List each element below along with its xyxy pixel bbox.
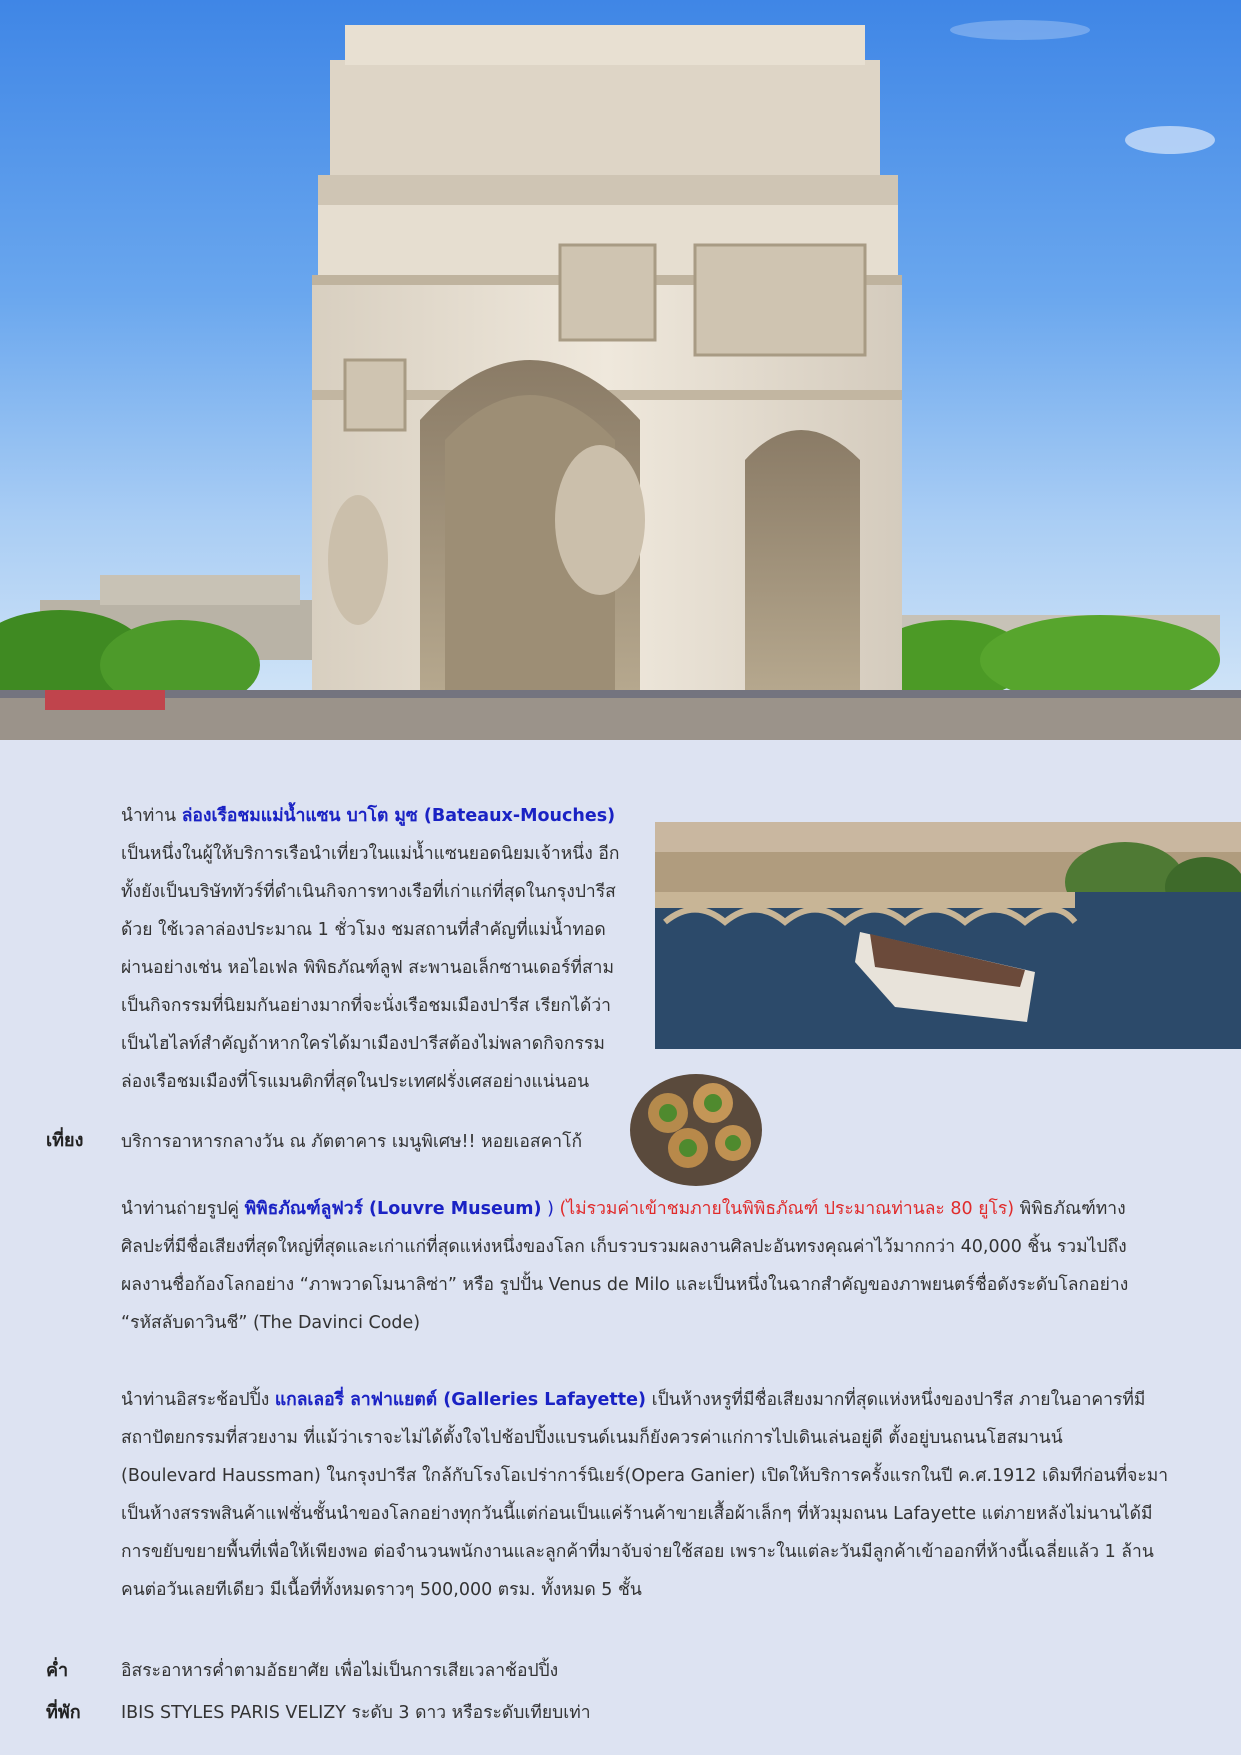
- lunch-label: เที่ยง: [46, 1130, 84, 1151]
- cruise-paragraph: [121, 797, 641, 1101]
- lafayette-intro: นำท่านอิสระช้อปปิ้ง: [121, 1390, 275, 1410]
- escargot-photo: [628, 1068, 764, 1188]
- lafayette-line: การขยับขยายพื้นที่เพื่อให้เพียงพอ ต่อจำนวนพนักงานและลูกค้าที่มาจับจ่ายใช้สอย เพราะในแต่ละวันมีลูกค้าเข้าออกที่ห้างนี้เฉลี่ยแล้ว 1 ล้าน: [121, 1542, 1154, 1562]
- louvre-highlight: พิพิธภัณฑ์ลูฟวร์ (Louvre Museum): [244, 1199, 542, 1219]
- cruise-line: เป็นไฮไลท์สำคัญถ้าหากใครได้มาเมืองปารีสต้องไม่พลาดกิจกรรม: [121, 1034, 605, 1054]
- lafayette-line: เป็นห้างสรรพสินค้าแฟชั่นชั้นนำของโลกอย่างทุกวันนี้แต่ก่อนเป็นแค่ร้านค้าขายเสื้อผ้าเล็กๆ ที่หัวมุมถนน Lafayette แต่ภายหลังไม่นานได้มี: [121, 1504, 1153, 1524]
- hotel-text: IBIS STYLES PARIS VELIZY ระดับ 3 ดาว หรือระดับเทียบเท่า: [121, 1703, 591, 1723]
- louvre-line: “รหัสลับดาวินชี” (The Davinci Code): [121, 1313, 421, 1333]
- arc-de-triomphe-illustration: [0, 0, 1241, 740]
- cruise-line: ด้วย ใช้เวลาล่องประมาณ 1 ชั่วโมง ชมสถานที่สำคัญที่แม่น้ำทอด: [121, 920, 606, 940]
- louvre-line: ศิลปะที่มีชื่อเสียงที่สุดใหญ่ที่สุดและเก่าแก่ที่สุดแห่งหนึ่งของโลก เก็บรวบรวมผลงานศิลปะอันทรงคุณค่าไว้มากกว่า 40,000 ชิ้น รวมไปถึง: [121, 1237, 1127, 1257]
- lafayette-line-1-rest: เป็นห้างหรูที่มีชื่อเสียงมากที่สุดแห่งหนึ่งของปารีส ภายในอาคารที่มี: [646, 1390, 1146, 1410]
- lafayette-line: (Boulevard Haussman) ในกรุงปารีส ใกล้กับโรงโอเปร่าการ์นิเยร์(Opera Ganier) เปิดให้บริการครั้งแรกในปี ค.ศ.1912 เดิมทีก่อนที่จะมา: [121, 1466, 1169, 1486]
- cruise-line: เป็นกิจกรรมที่นิยมกันอย่างมากที่จะนั่งเรือชมเมืองปารีส เรียกได้ว่า: [121, 996, 611, 1016]
- hero-photo: [0, 0, 1241, 740]
- louvre-intro: นำท่านถ่ายรูปคู่: [121, 1199, 245, 1219]
- escargot-illustration: [628, 1068, 764, 1188]
- dinner-label: ค่ำ: [46, 1660, 69, 1681]
- cruise-line: ผ่านอย่างเช่น หอไอเฟล พิพิธภัณฑ์ลูฟ สะพานอเล็กซานเดอร์ที่สาม: [121, 958, 615, 978]
- hotel-label: ที่พัก: [46, 1702, 81, 1723]
- lafayette-line-1: [121, 1381, 1171, 1419]
- lunch-text: บริการอาหารกลางวัน ณ ภัตตาคาร เมนูพิเศษ!! หอยเอสคาโก้: [121, 1132, 583, 1152]
- cruise-highlight: ล่องเรือชมแม่น้ำแซน บาโต มูซ (Bateaux-Mouches): [181, 806, 616, 826]
- louvre-fee-note: (ไม่รวมค่าเข้าชมภายในพิพิธภัณฑ์ ประมาณท่านละ 80 ยูโร): [559, 1199, 1015, 1219]
- louvre-line-1: [121, 1190, 1171, 1228]
- seine-boat-illustration: [655, 822, 1241, 1049]
- seine-cruise-photo: [655, 822, 1241, 1049]
- cruise-line: ล่องเรือชมเมืองที่โรแมนติกที่สุดในประเทศฝรั่งเศสอย่างแน่นอน: [121, 1072, 590, 1092]
- louvre-paren: ): [541, 1199, 560, 1219]
- cruise-line: เป็นหนึ่งในผู้ให้บริการเรือนำเที่ยวในแม่น้ำแซนยอดนิยมเจ้าหนึ่ง อีก: [121, 844, 620, 864]
- dinner-text: อิสระอาหารค่ำตามอัธยาศัย เพื่อไม่เป็นการเสียเวลาช้อปปิ้ง: [121, 1661, 559, 1681]
- lafayette-line: สถาปัตยกรรมที่สวยงาม ที่แม้ว่าเราจะไม่ได้ตั้งใจไปช้อปปิ้งแบรนด์เนมก็ยังควรค่าแก่การไปเดินเล่นอยู่ดี ตั้งอยู่บนถนนโฮสมานน์: [121, 1428, 1063, 1448]
- lafayette-highlight: แกลเลอรี่ ลาฟาแยตต์ (Galleries Lafayette): [274, 1390, 647, 1410]
- lafayette-line: คนต่อวันเลยทีเดียว มีเนื้อที่ทั้งหมดราวๆ 500,000 ตรม. ทั้งหมด 5 ชั้น: [121, 1580, 642, 1600]
- lafayette-paragraph: [121, 1381, 1171, 1609]
- cruise-line-1: [121, 797, 641, 835]
- cruise-intro: นำท่าน: [121, 806, 177, 826]
- louvre-paragraph: [121, 1190, 1171, 1342]
- cruise-line: ทั้งยังเป็นบริษัททัวร์ที่ดำเนินกิจการทางเรือที่เก่าแก่ที่สุดในกรุงปารีส: [121, 882, 616, 902]
- louvre-line: ผลงานชื่อก้องโลกอย่าง “ภาพวาดโมนาลิซ่า” หรือ รูปปั้น Venus de Milo และเป็นหนึ่งในฉากสำคัญของภาพยนตร์ชื่อดังระดับโลกอย่าง: [121, 1275, 1129, 1295]
- louvre-line-1-rest: พิพิธภัณฑ์ทาง: [1014, 1199, 1126, 1219]
